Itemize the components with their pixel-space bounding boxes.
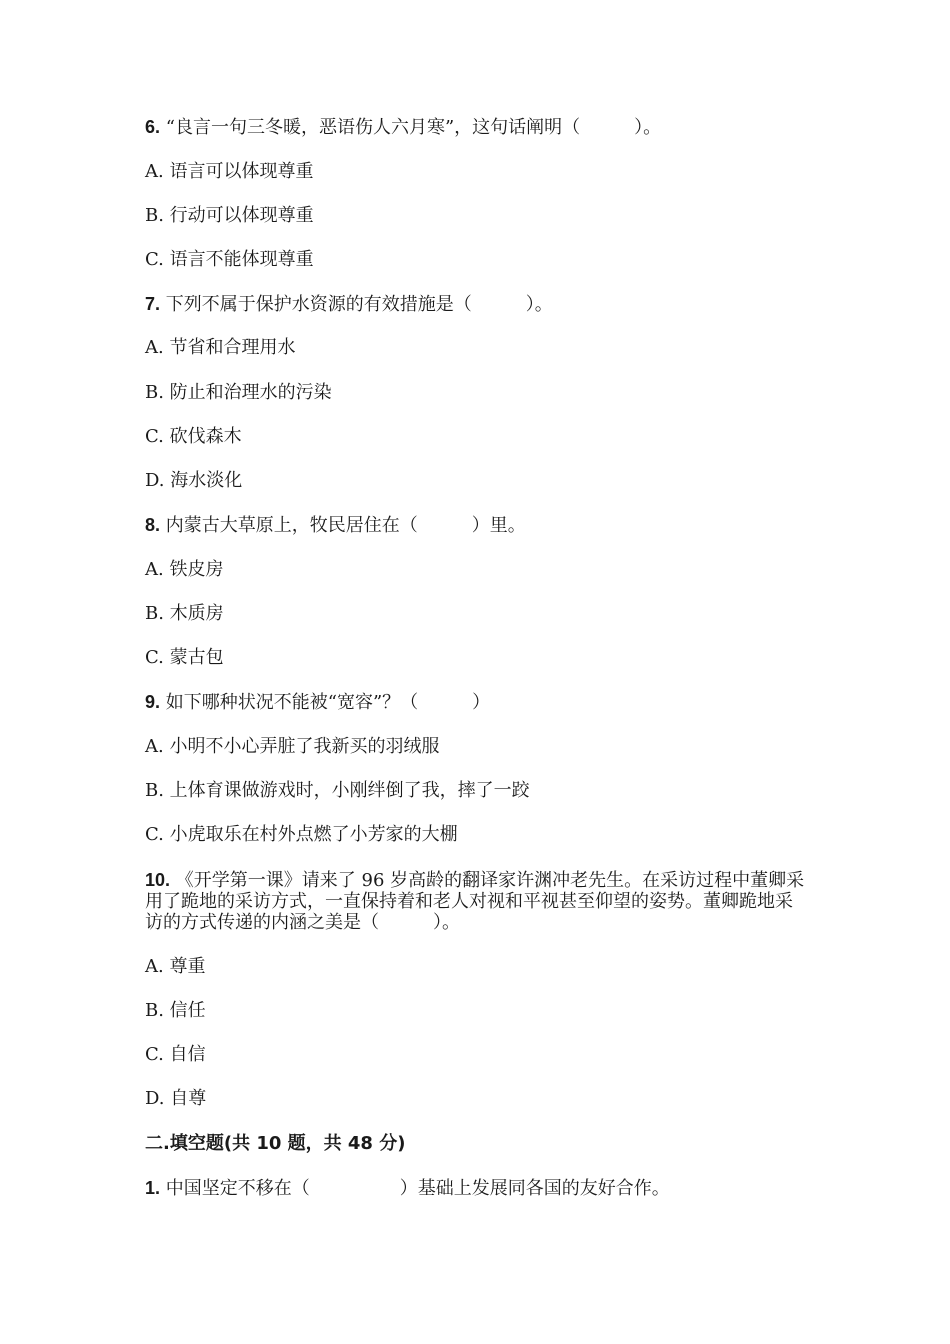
option-7c: C. 砍伐森木: [145, 426, 242, 447]
option-8a: A. 铁皮房: [145, 559, 224, 580]
option-10b: B. 信任: [145, 1000, 206, 1021]
question-7: [145, 294, 553, 315]
question-9: [145, 692, 490, 713]
option-9c: C. 小虎取乐在村外点燃了小芳家的大棚: [145, 824, 458, 845]
option-9b: B. 上体育课做游戏时，小刚绊倒了我，摔了一跤: [145, 780, 530, 801]
option-6c: C. 语言不能体现尊重: [145, 249, 314, 270]
question-number: 9.: [145, 692, 161, 712]
question-text: 内蒙古大草原上，牧民居住在（ ）里。: [165, 515, 526, 536]
question-text: “良言一句三冬暖，恶语伤人六月寒”，这句话阐明（ ）。: [165, 117, 662, 138]
question-text: 中国坚定不移在（ ）基础上发展同各国的友好合作。: [165, 1178, 670, 1199]
option-8b: B. 木质房: [145, 603, 224, 624]
question-6: [145, 117, 661, 138]
option-7a: A. 节省和合理用水: [145, 337, 296, 358]
option-7d: D. 海水淡化: [145, 470, 243, 491]
option-6a: A. 语言可以体现尊重: [145, 161, 314, 182]
option-10a: A. 尊重: [145, 956, 206, 977]
question-text: 如下哪种状况不能被“宽容”？（ ）: [165, 692, 491, 713]
option-10c: C. 自信: [145, 1044, 206, 1065]
section-heading: 二.填空题(共 10 题，共 48 分): [145, 1133, 406, 1154]
question-8: [145, 515, 526, 536]
option-6b: B. 行动可以体现尊重: [145, 205, 314, 226]
question-10: [145, 870, 805, 933]
question-number: 8.: [145, 515, 161, 535]
question-number: 10.: [145, 870, 171, 890]
question-number: 7.: [145, 294, 161, 314]
option-10d: D. 自尊: [145, 1088, 207, 1109]
option-7b: B. 防止和治理水的污染: [145, 382, 332, 403]
question-number: 6.: [145, 117, 161, 137]
fill-question-1: [145, 1178, 670, 1199]
question-text: 《开学第一课》请来了 96 岁高龄的翻译家许渊冲老先生。在采访过程中董卿采用了跪地的采访方式，一直保持着和老人对视和平视甚至仰望的姿势。董卿跪地采访的方式传递的内涵之美是（ ）。: [145, 870, 805, 933]
question-number: 1.: [145, 1178, 161, 1198]
option-9a: A. 小明不小心弄脏了我新买的羽绒服: [145, 736, 440, 757]
question-text: 下列不属于保护水资源的有效措施是（ ）。: [165, 294, 553, 315]
option-8c: C. 蒙古包: [145, 647, 224, 668]
